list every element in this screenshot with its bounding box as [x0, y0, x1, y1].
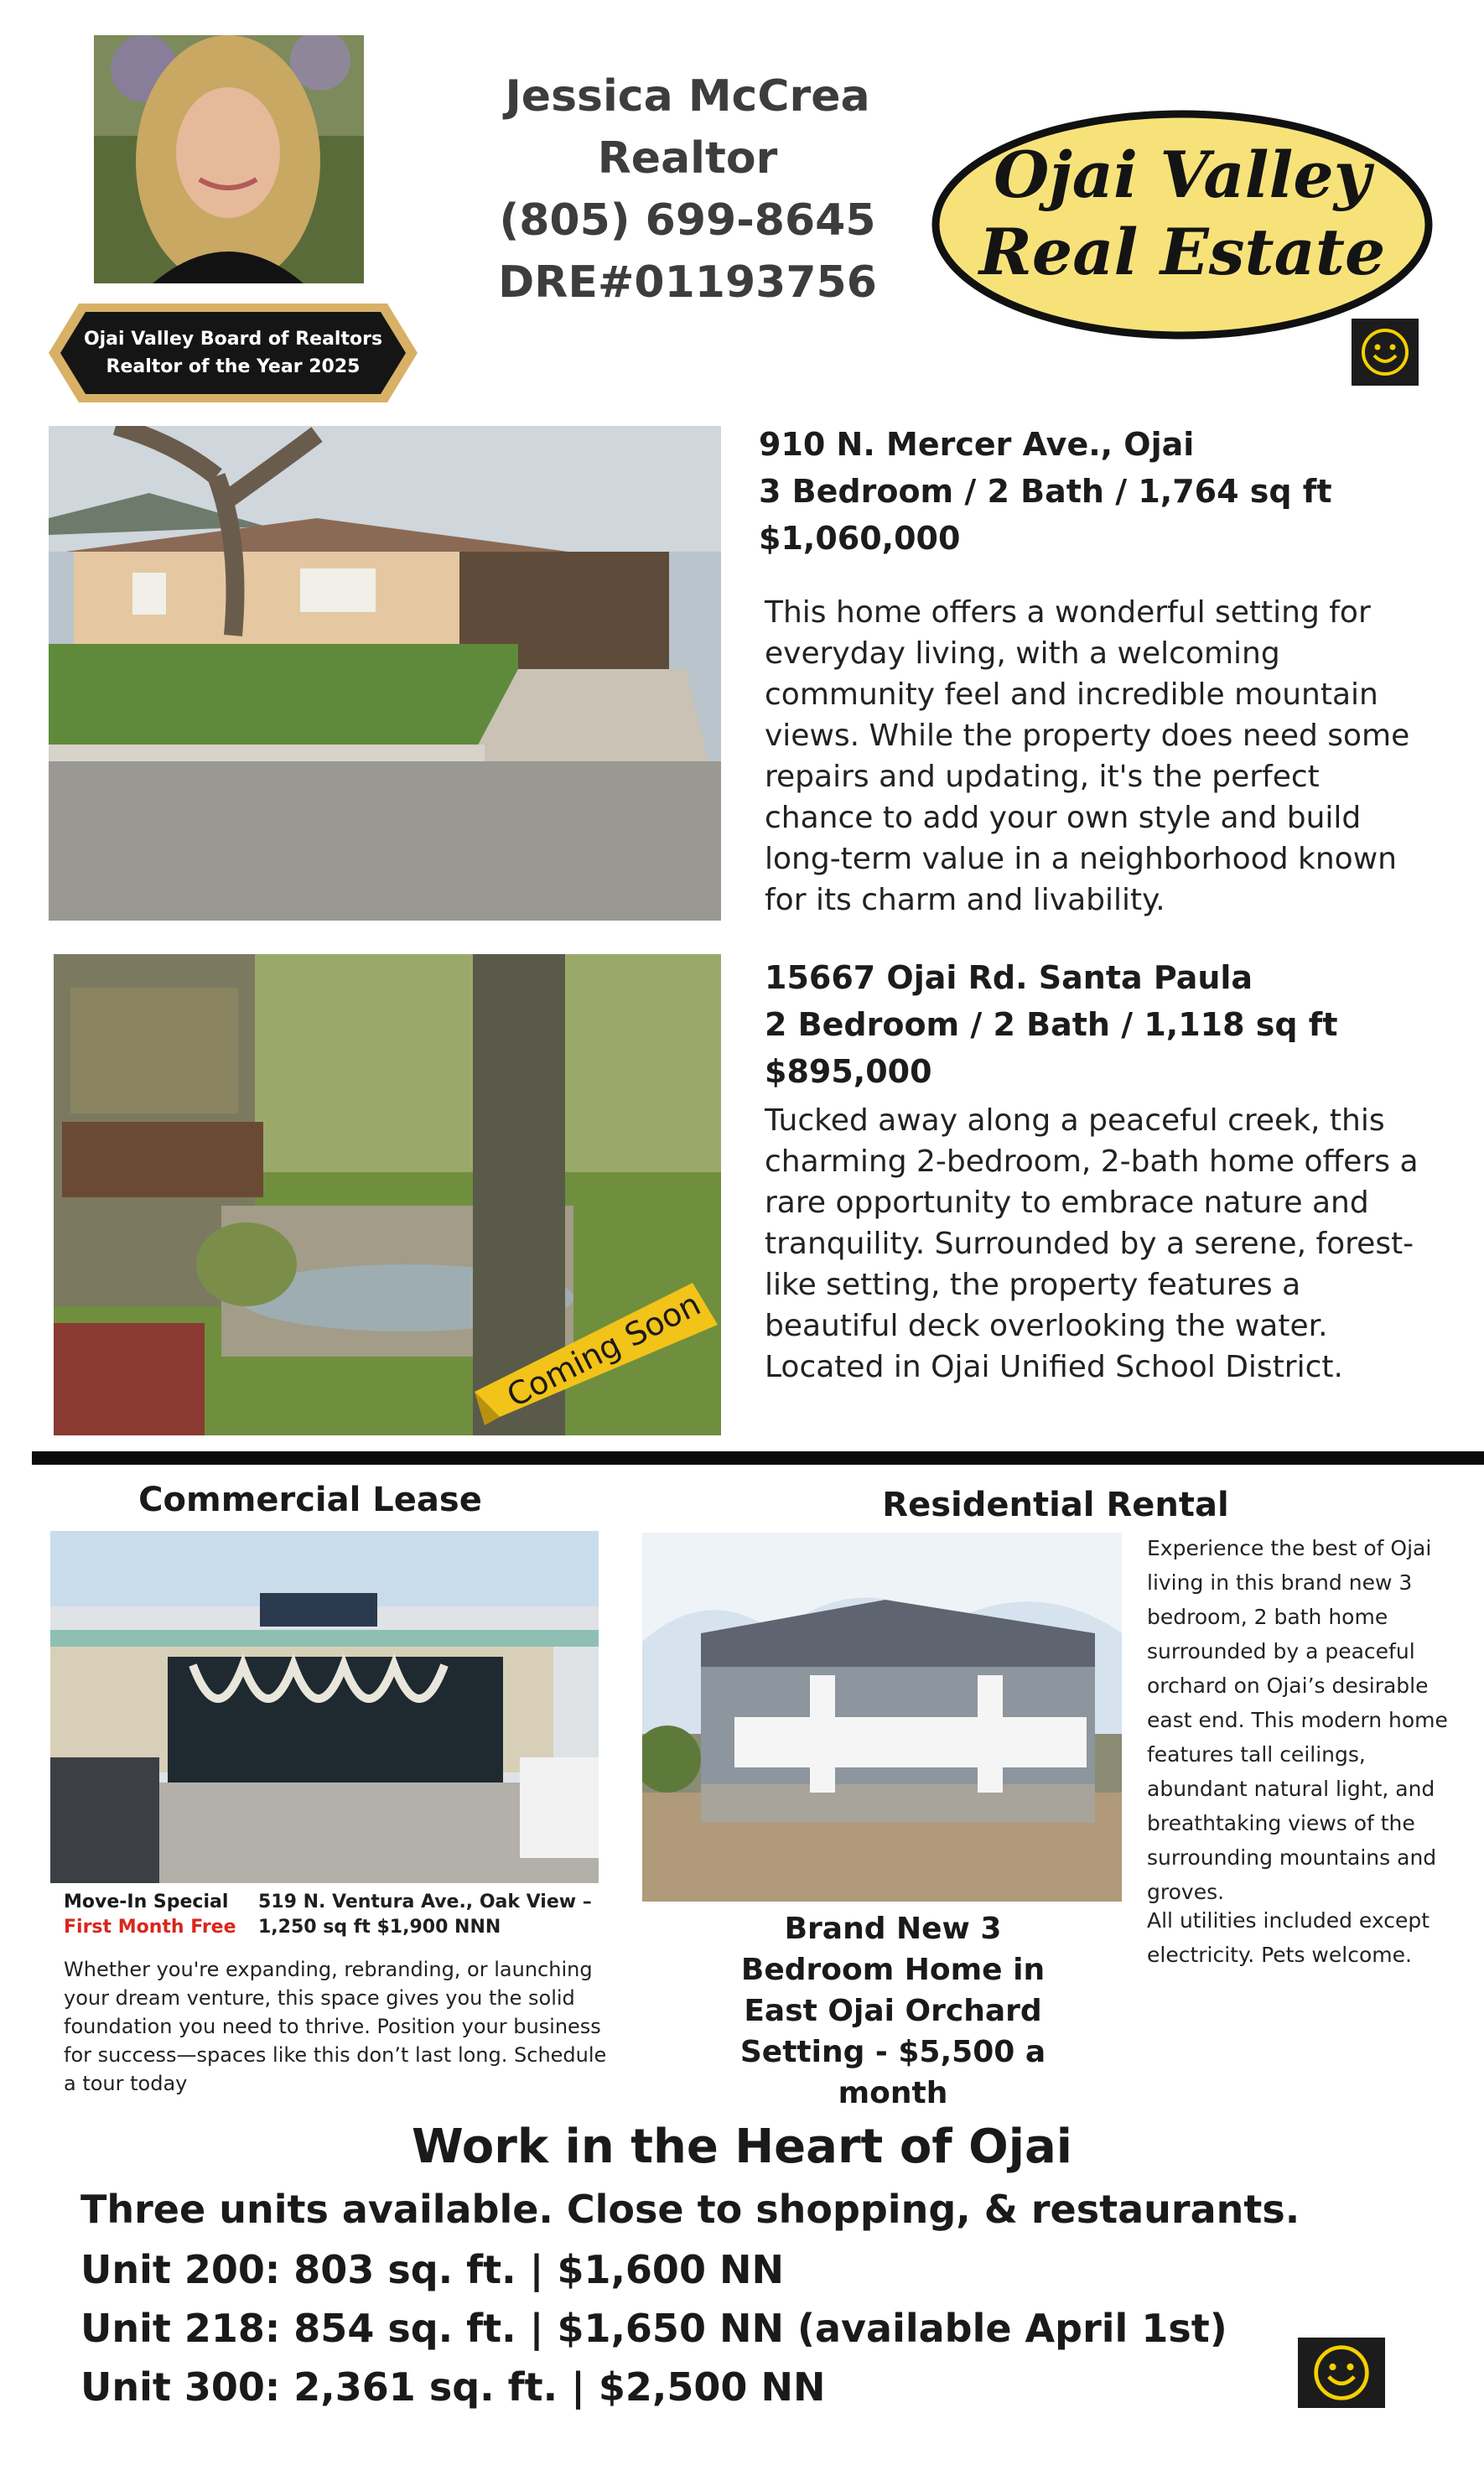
listing-2-details — [765, 954, 1452, 1095]
move-in-special — [64, 1890, 257, 1940]
smiley-logo-icon — [1352, 319, 1419, 386]
listing-1-details — [759, 421, 1446, 562]
commercial-size-price: 1,250 sq ft $1,900 NNN — [258, 1917, 501, 1938]
commercial-details — [258, 1890, 610, 1940]
award-line-2: Realtor of the Year 2025 — [106, 356, 361, 377]
award-badge — [45, 300, 421, 406]
agent-license: DRE#01193756 — [498, 257, 877, 308]
office-unit-300: Unit 300: 2,361 sq. ft. | $2,500 NN — [80, 2364, 826, 2410]
listing-1-photo — [49, 426, 721, 921]
commercial-photo — [50, 1531, 599, 1883]
section-divider — [32, 1451, 1484, 1465]
company-logo — [929, 107, 1435, 342]
rental-caption: Brand New 3 Bedroom Home in East Ojai Orchard Setting - $5,500 a month — [739, 1912, 1046, 2110]
listing-2-specs: 2 Bedroom / 2 Bath / 1,118 sq ft — [765, 1006, 1338, 1043]
logo-line-1: Ojai Valley — [994, 138, 1371, 212]
agent-name: Jessica McCrea — [505, 71, 870, 122]
agent-photo — [94, 35, 364, 283]
coming-soon-ribbon — [466, 1266, 726, 1425]
agent-title: Realtor — [597, 133, 778, 184]
agent-info — [486, 65, 889, 314]
listing-1-specs: 3 Bedroom / 2 Bath / 1,764 sq ft — [759, 473, 1332, 510]
listing-1-price: $1,060,000 — [759, 520, 961, 557]
commercial-heading: Commercial Lease — [138, 1481, 482, 1519]
special-line-2: First Month Free — [64, 1917, 236, 1938]
rental-description: Experience the best of Ojai living in this brand new 3 bedroom, 2 bath home surrounded by a peaceful orchard on Ojai’s desirable east end. This modern home features tall ceilings, abundant natural light, and breathtaking views of the surrounding mountains and groves. — [1147, 1536, 1448, 1904]
office-title: Work in the Heart of Ojai — [412, 2120, 1072, 2174]
listing-1-description: This home offers a wonderful setting for everyday living, with a welcoming community feel and incredible mountain views. While the property does need some repairs and updating, it's the perfect chance to add your own style and build long-term value in a neighborhood known for its charm and livability. — [765, 595, 1410, 917]
smiley-logo-icon-bottom — [1298, 2338, 1385, 2408]
rental-photo — [642, 1533, 1122, 1902]
office-subtitle: Three units available. Close to shopping, & restaurants. — [80, 2187, 1300, 2232]
commercial-description: Whether you're expanding, rebranding, or launching your dream venture, this space gives you the solid foundation you need to thrive. Position your business for success—spaces like this don’t last long. Schedule a tour today — [64, 1958, 607, 2095]
listing-2-address: 15667 Ojai Rd. Santa Paula — [765, 959, 1253, 996]
listing-2-price: $895,000 — [765, 1053, 932, 1090]
commercial-address: 519 N. Ventura Ave., Oak View – — [258, 1892, 592, 1912]
listing-2-description: Tucked away along a peaceful creek, this charming 2-bedroom, 2-bath home offers a rare opportunity to embrace nature and tranquility. Surrounded by a serene, forest-like setting, the property features a beautiful deck overlooking the water. Located in Ojai Unified School District. — [765, 1103, 1419, 1384]
rental-heading: Residential Rental — [882, 1486, 1229, 1524]
logo-line-2: Real Estate — [978, 215, 1386, 289]
office-unit-218: Unit 218: 854 sq. ft. | $1,650 NN (available April 1st) — [80, 2306, 1227, 2351]
coming-soon-label: Coming Soon — [501, 1285, 707, 1414]
listing-1-address: 910 N. Mercer Ave., Ojai — [759, 426, 1195, 463]
special-line-1: Move-In Special — [64, 1892, 229, 1912]
office-unit-200: Unit 200: 803 sq. ft. | $1,600 NN — [80, 2247, 784, 2292]
agent-phone[interactable]: (805) 699-8645 — [499, 195, 876, 246]
award-line-1: Ojai Valley Board of Realtors — [83, 329, 383, 350]
rental-utilities: All utilities included except electricity. Pets welcome. — [1147, 1908, 1430, 1967]
